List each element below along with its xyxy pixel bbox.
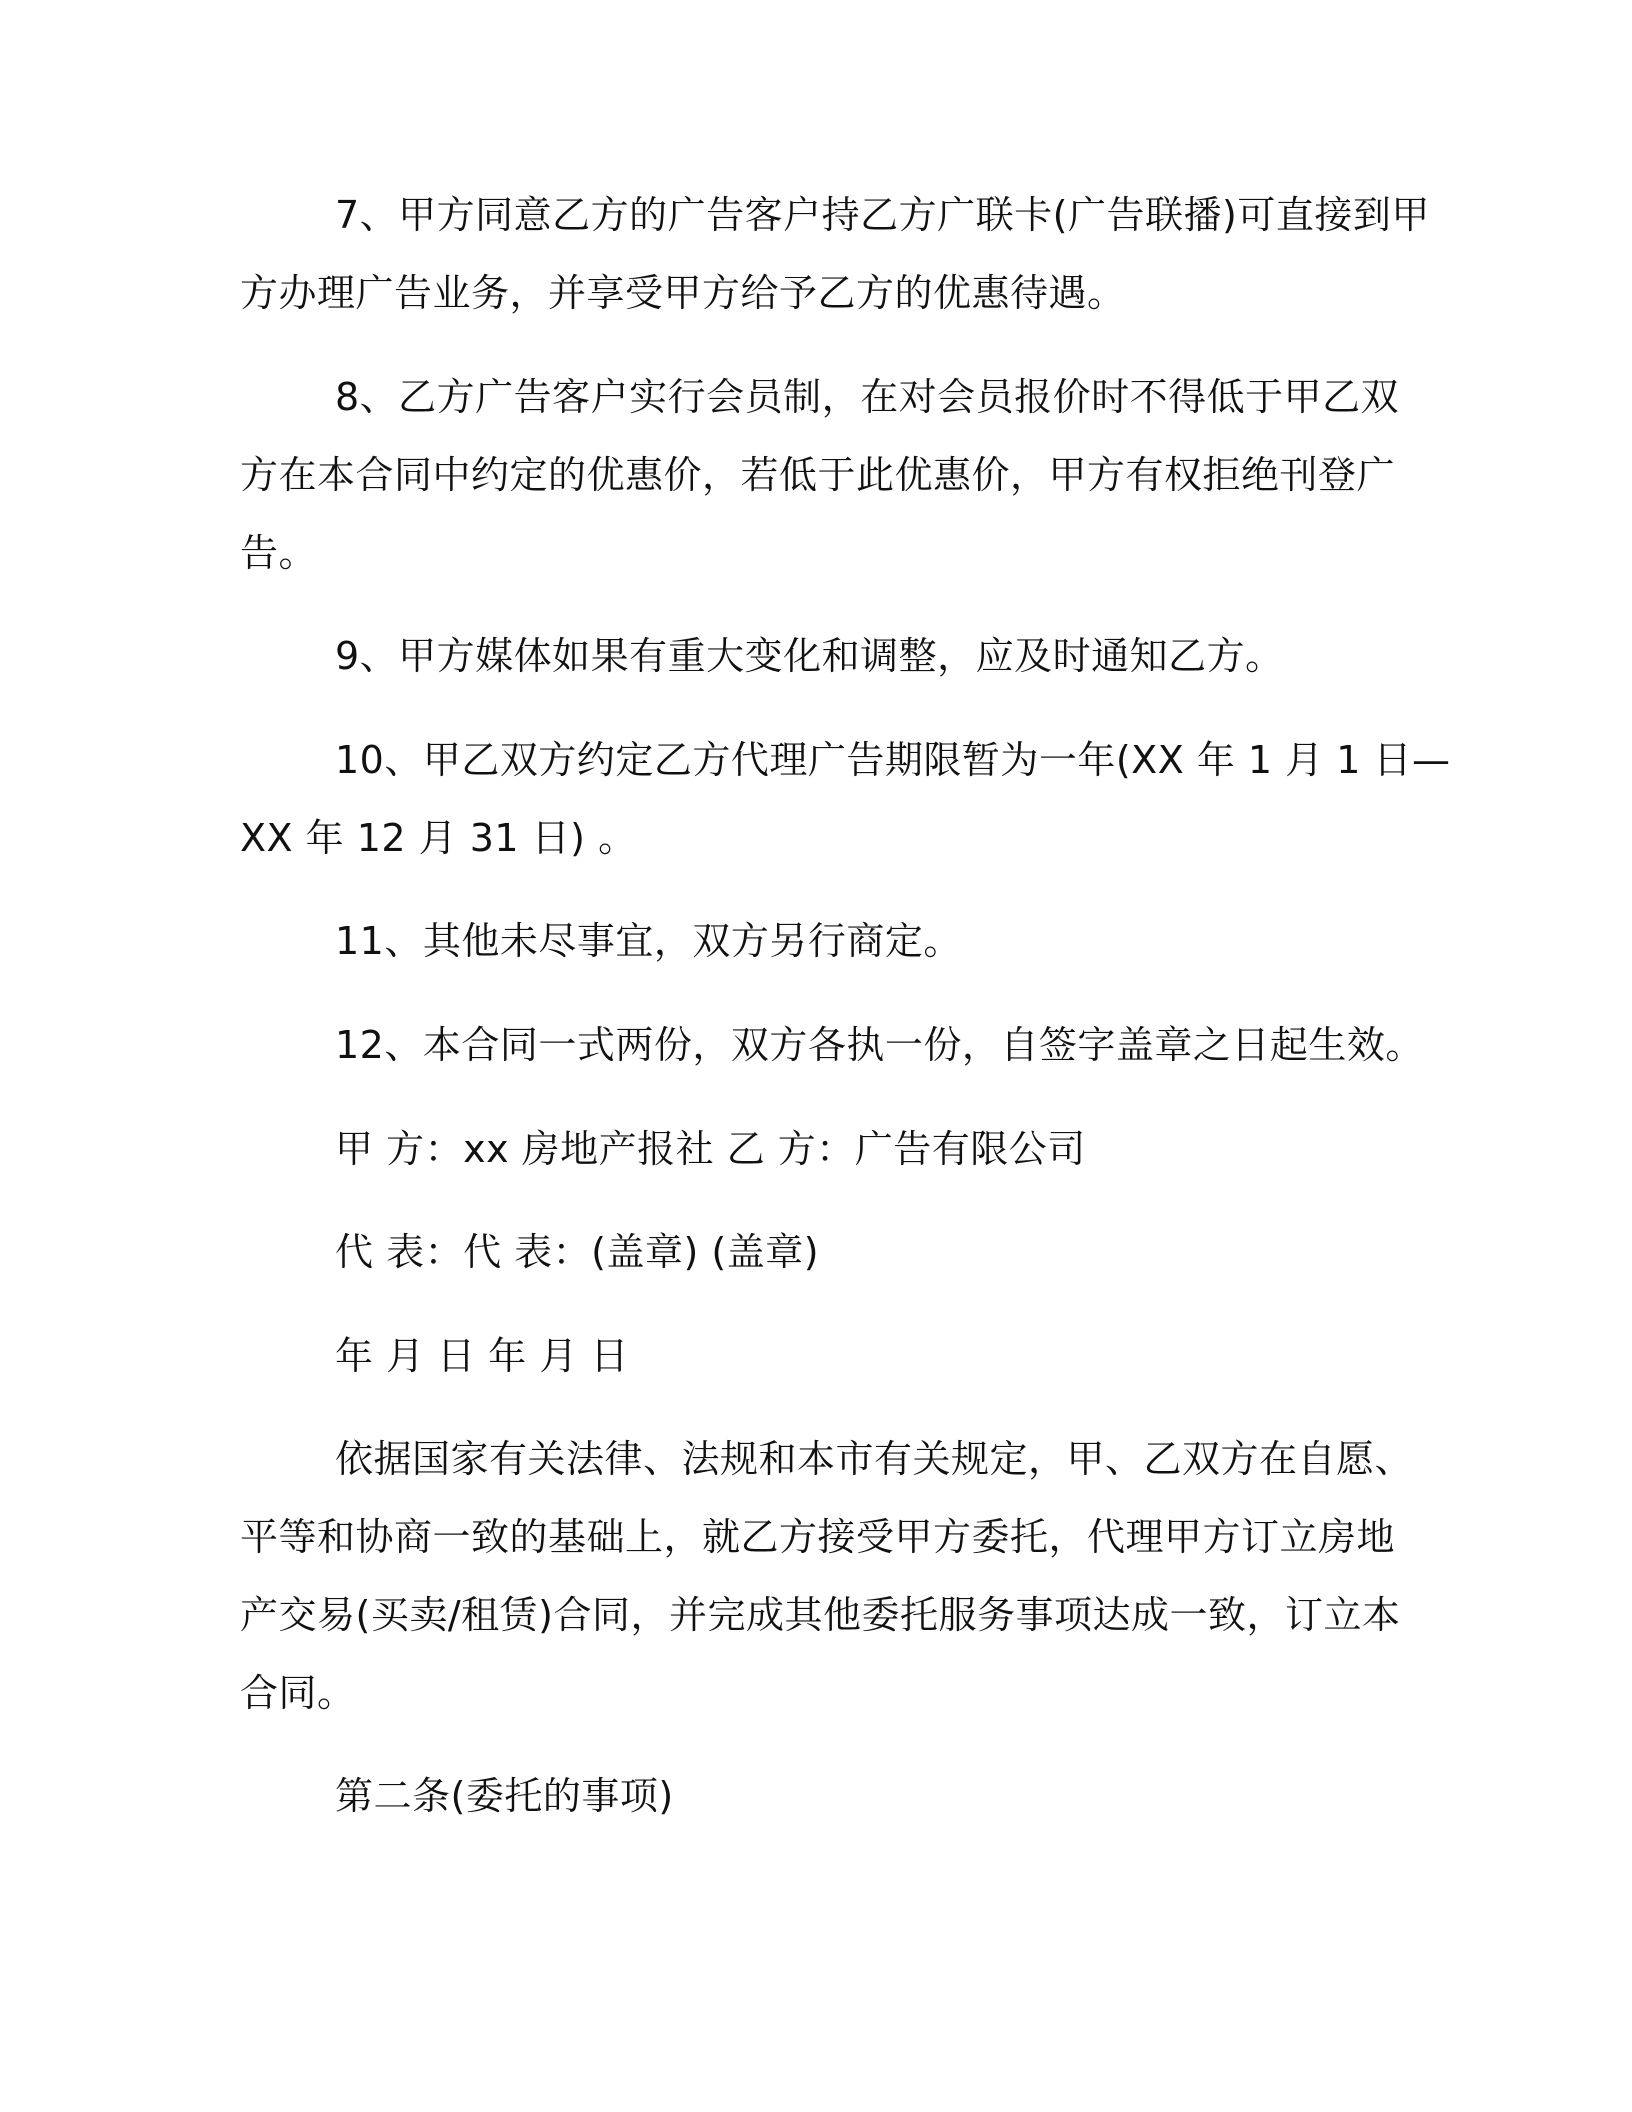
clause-12-line-1: 12、本合同一式两份，双方各执一份，自签字盖章之日起生效。 bbox=[335, 1023, 1424, 1067]
signature-dates: 年 月 日 年 月 日 bbox=[335, 1334, 629, 1378]
clause-10-line-2: XX 年 12 月 31 日) 。 bbox=[240, 816, 637, 860]
preamble-line-2: 平等和协商一致的基础上，就乙方接受甲方委托，代理甲方订立房地 bbox=[240, 1515, 1396, 1559]
clause-7-line-1: 7、甲方同意乙方的广告客户持乙方广联卡(广告联播)可直接到甲 bbox=[335, 193, 1430, 237]
clause-8-line-3: 告。 bbox=[240, 531, 318, 575]
clause-11-line-1: 11、其他未尽事宜，双方另行商定。 bbox=[335, 919, 962, 963]
preamble-line-1: 依据国家有关法律、法规和本市有关规定，甲、乙双方在自愿、 bbox=[335, 1437, 1414, 1481]
signature-parties: 甲 方：xx 房地产报社 乙 方：广告有限公司 bbox=[335, 1127, 1086, 1171]
preamble-line-3: 产交易(买卖/租赁)合同，并完成其他委托服务事项达成一致，订立本 bbox=[240, 1593, 1401, 1637]
clause-10-line-1: 10、甲乙双方约定乙方代理广告期限暂为一年(XX 年 1 月 1 日— bbox=[335, 738, 1451, 782]
clause-7-line-2: 方办理广告业务，并享受甲方给予乙方的优惠待遇。 bbox=[240, 271, 1126, 315]
article-2-heading: 第二条(委托的事项) bbox=[335, 1774, 674, 1818]
preamble-line-4: 合同。 bbox=[240, 1671, 356, 1715]
clause-9-line-1: 9、甲方媒体如果有重大变化和调整，应及时通知乙方。 bbox=[335, 634, 1284, 678]
clause-8-line-1: 8、乙方广告客户实行会员制，在对会员报价时不得低于甲乙双 bbox=[335, 375, 1400, 419]
clause-8-line-2: 方在本合同中约定的优惠价，若低于此优惠价，甲方有权拒绝刊登广 bbox=[240, 453, 1396, 497]
signature-representatives: 代 表：代 表：(盖章) (盖章) bbox=[335, 1230, 820, 1274]
